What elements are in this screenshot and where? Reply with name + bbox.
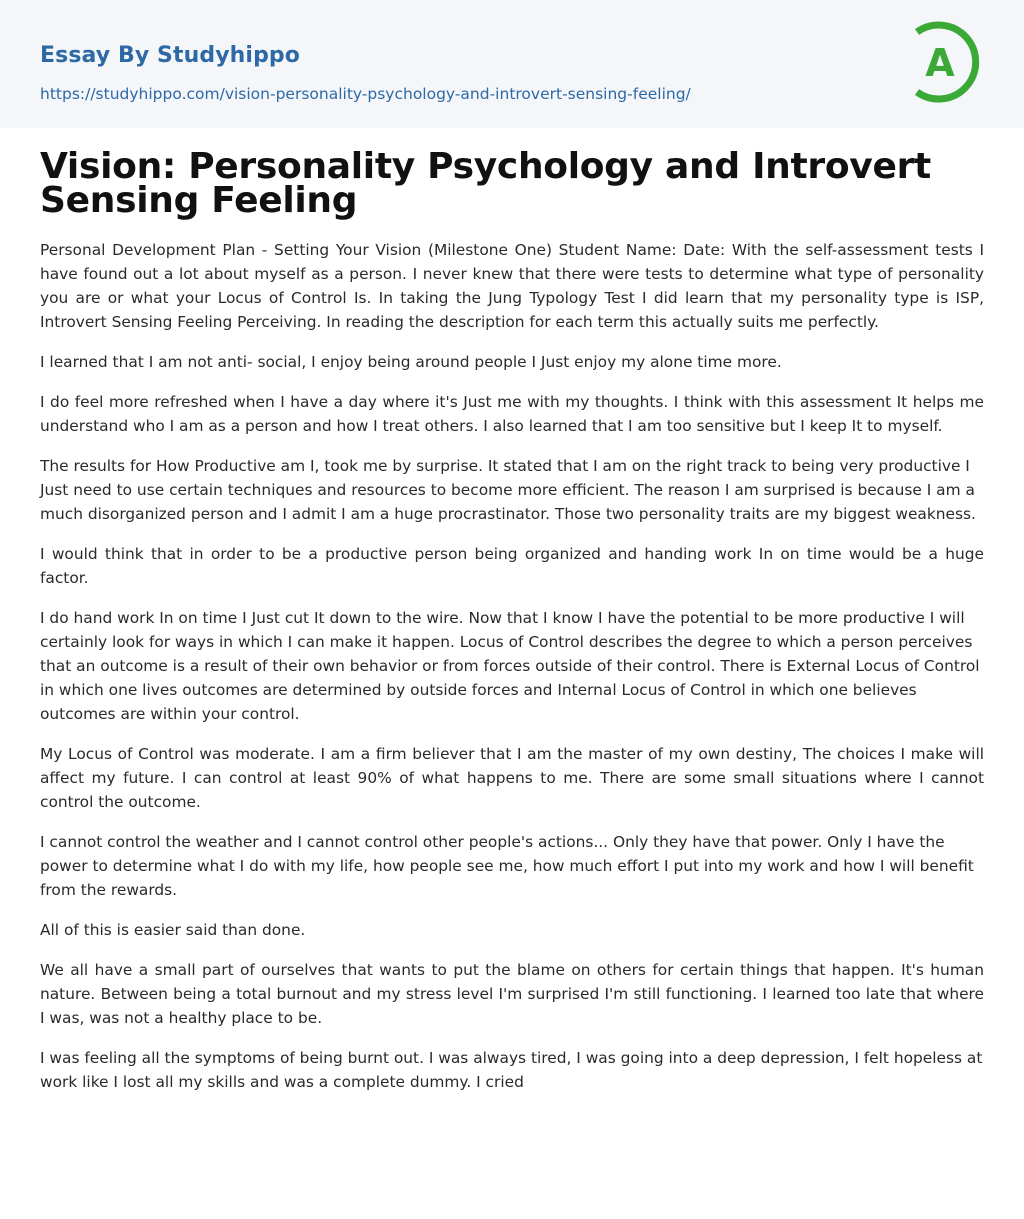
source-url-link[interactable]: https://studyhippo.com/vision-personality-psychology-and-introvert-sensing-feeling/ [40, 85, 691, 103]
essay-paragraph: We all have a small part of ourselves that wants to put the blame on others for certain things that happen. It's human nature. Between being a total burnout and my stress level I'm surprised I'm still functioning. I learned too late that where I was, was not a healthy place to be. [40, 961, 984, 1027]
essay-paragraph: The results for How Productive am I, took me by surprise. It stated that I am on the right track to being very productive I Just need to use certain techniques and resources to become more efficient. The reason I am surprised is because I am a much disorganized person and I admit I am a huge procrastinator. Those two personality traits are my biggest weakness. [40, 457, 976, 523]
essay-paragraph: I do hand work In on time I Just cut It down to the wire. Now that I know I have the potential to be more productive I will certainly look for ways in which I can make it happen. Locus of Control describes the degree to which a person perceives that an outcome is a result of their own behavior or from forces outside of their control. There is External Locus of Control in which one lives outcomes are determined by outside forces and Internal Locus of Control in which one believes outcomes are within your control. [40, 609, 980, 723]
logo-graphic [910, 18, 988, 106]
essay-paragraph: I was feeling all the symptoms of being burnt out. I was always tired, I was going into a deep depression, I felt hopeless at work like I lost all my skills and was a complete dummy. I cried [40, 1049, 983, 1091]
essay-paragraph: I cannot control the weather and I cannot control other people's actions... Only they have that power. Only I have the power to determine what I do with my life, how people see me, how much effort I put into my work and how I will benefit from the rewards. [40, 833, 974, 899]
logo-letter: A [925, 41, 955, 85]
essay-body [40, 238, 984, 1094]
essay-paragraph: I would think that in order to be a productive person being organized and handing work In on time would be a huge factor. [40, 545, 984, 587]
essay-title: Vision: Personality Psychology and Introvert Sensing Feeling [40, 146, 931, 221]
essay-paragraph: I learned that I am not anti- social, I enjoy being around people I Just enjoy my alone time more. [40, 353, 782, 371]
studyhippo-logo-icon[interactable] [910, 18, 988, 106]
site-header [0, 0, 1024, 128]
essay-paragraph: Personal Development Plan - Setting Your Vision (Milestone One) Student Name: Date: With the self-assessment tests I have found out a lot about myself as a person. I never knew that there were tests to determine what type of personality you are or what your Locus of Control Is. In taking the Jung Typology Test I did learn that my personality type is ISP, Introvert Sensing Feeling Perceiving. In reading the description for each term this actually suits me perfectly. [40, 241, 984, 331]
essay-content [0, 146, 1024, 1094]
essay-paragraph: I do feel more refreshed when I have a day where it's Just me with my thoughts. I think with this assessment It helps me understand who I am as a person and how I treat others. I also learned that I am too sensitive but I keep It to myself. [40, 393, 984, 435]
essay-paragraph: All of this is easier said than done. [40, 921, 306, 939]
essay-paragraph: My Locus of Control was moderate. I am a firm believer that I am the master of my own destiny, The choices I make will affect my future. I can control at least 90% of what happens to me. There are some small situations where I cannot control the outcome. [40, 745, 984, 811]
site-title[interactable]: Essay By Studyhippo [40, 43, 300, 68]
